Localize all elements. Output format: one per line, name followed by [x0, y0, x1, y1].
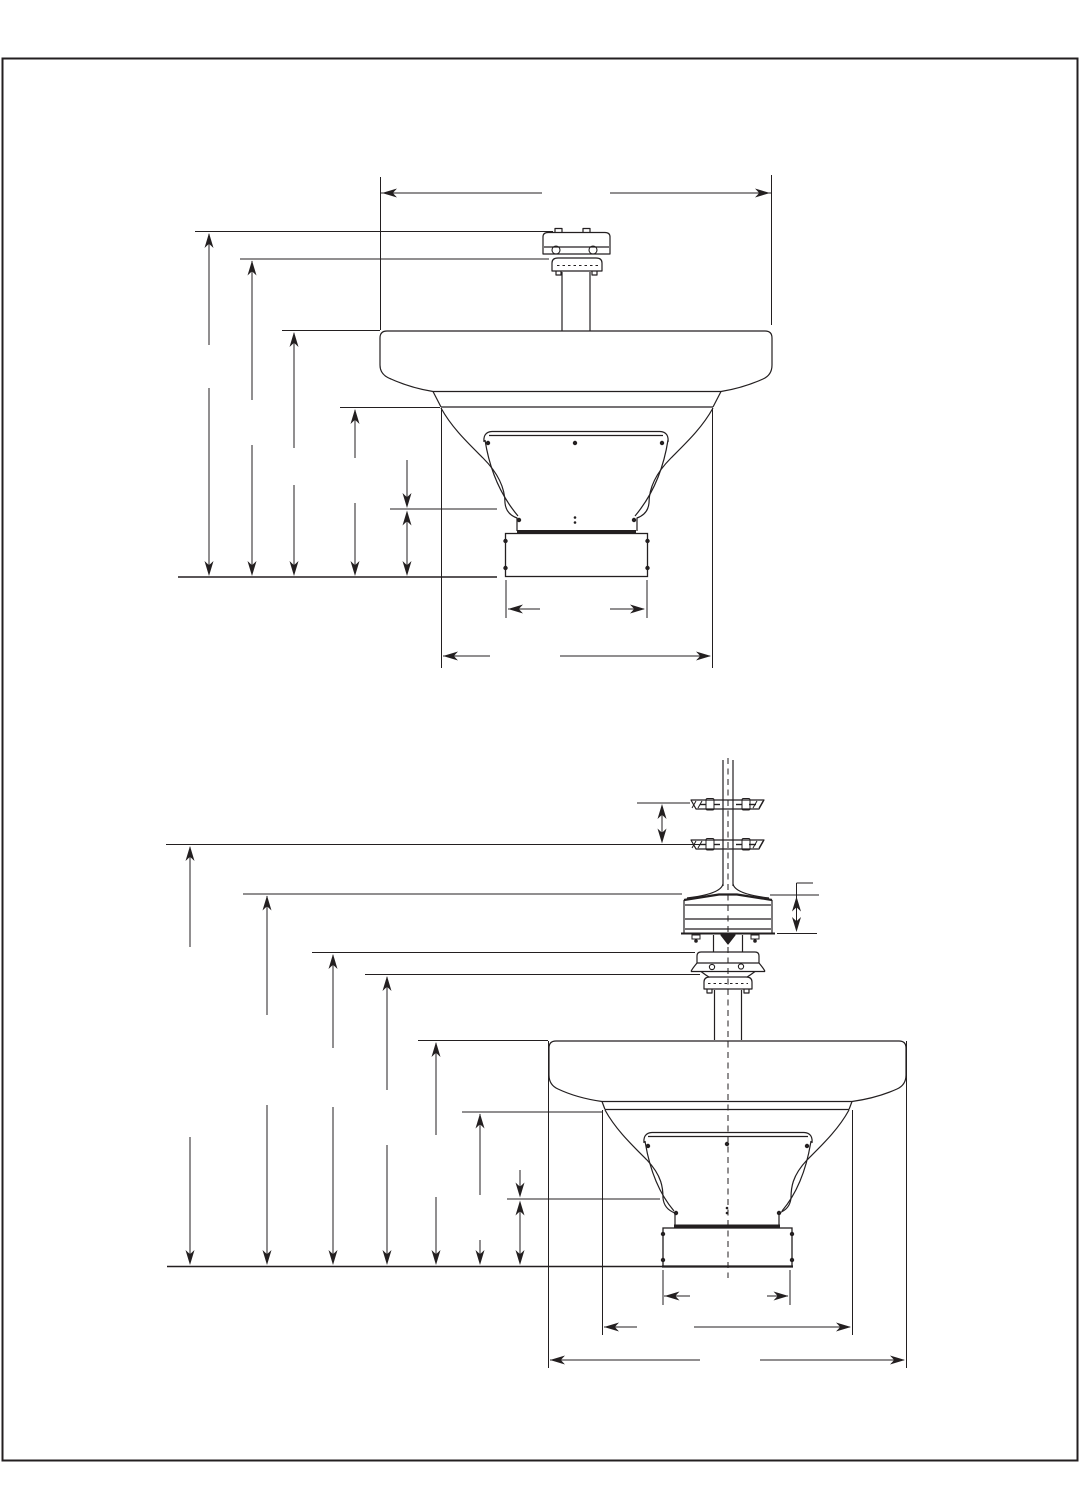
bolt-dot [674, 1211, 678, 1215]
bolt-dot [661, 1258, 665, 1262]
bolt-dot [574, 516, 577, 519]
outline-path [635, 440, 668, 516]
bolt-dot [574, 521, 577, 524]
outline-path [543, 233, 610, 255]
outline-path [380, 331, 772, 392]
outline-rect [751, 935, 759, 939]
bolt-dot [777, 1211, 781, 1215]
outline-path [433, 392, 441, 408]
bolt-dot [486, 441, 490, 445]
bolt-dot [725, 1142, 729, 1146]
bolt-dot [661, 1232, 665, 1236]
plate-hatch-line [759, 841, 763, 848]
outline-path [602, 1102, 605, 1110]
outline-path [747, 972, 755, 978]
fitting-circle [738, 964, 743, 969]
outline-path [605, 1110, 675, 1225]
bolt-dot [646, 1144, 650, 1148]
plate-hatch-line [759, 801, 763, 808]
bolt-dot [645, 566, 649, 570]
outline-path [555, 229, 562, 233]
bolt-dot [645, 539, 649, 543]
bottom-view-diagram [166, 758, 907, 1368]
outline-path [441, 408, 517, 531]
outline-path [485, 440, 518, 516]
bolt-dot [726, 1212, 729, 1215]
outline-path [779, 1110, 849, 1225]
bolt-dot [632, 518, 636, 522]
bolt-dot [503, 566, 507, 570]
bolt-dot [660, 441, 664, 445]
top-view-diagram [178, 175, 772, 900]
bolt-dot [726, 1207, 729, 1210]
outline-path [759, 963, 765, 972]
bolt-dot [790, 1232, 794, 1236]
page-border [3, 59, 1078, 1461]
outline-path [583, 229, 590, 233]
outline-path [645, 1141, 674, 1211]
fitting-circle [709, 964, 714, 969]
outline-path [552, 258, 602, 271]
outline-path [782, 1141, 811, 1211]
bolt-dot [790, 1258, 794, 1262]
outline-path [637, 408, 713, 531]
bolt-dot [753, 939, 757, 943]
outline-path [691, 963, 697, 972]
bolt-dot [517, 518, 521, 522]
outline-path [484, 432, 668, 443]
bolt-dot [573, 441, 577, 445]
outline-rect [506, 534, 648, 577]
outline-path [849, 1102, 852, 1110]
outline-path [713, 392, 721, 408]
outline-path [701, 972, 709, 978]
bolt-dot [805, 1144, 809, 1148]
bolt-dot [503, 539, 507, 543]
outline-path [549, 1041, 906, 1102]
bolt-dot [694, 939, 698, 943]
outline-rect [692, 935, 700, 939]
